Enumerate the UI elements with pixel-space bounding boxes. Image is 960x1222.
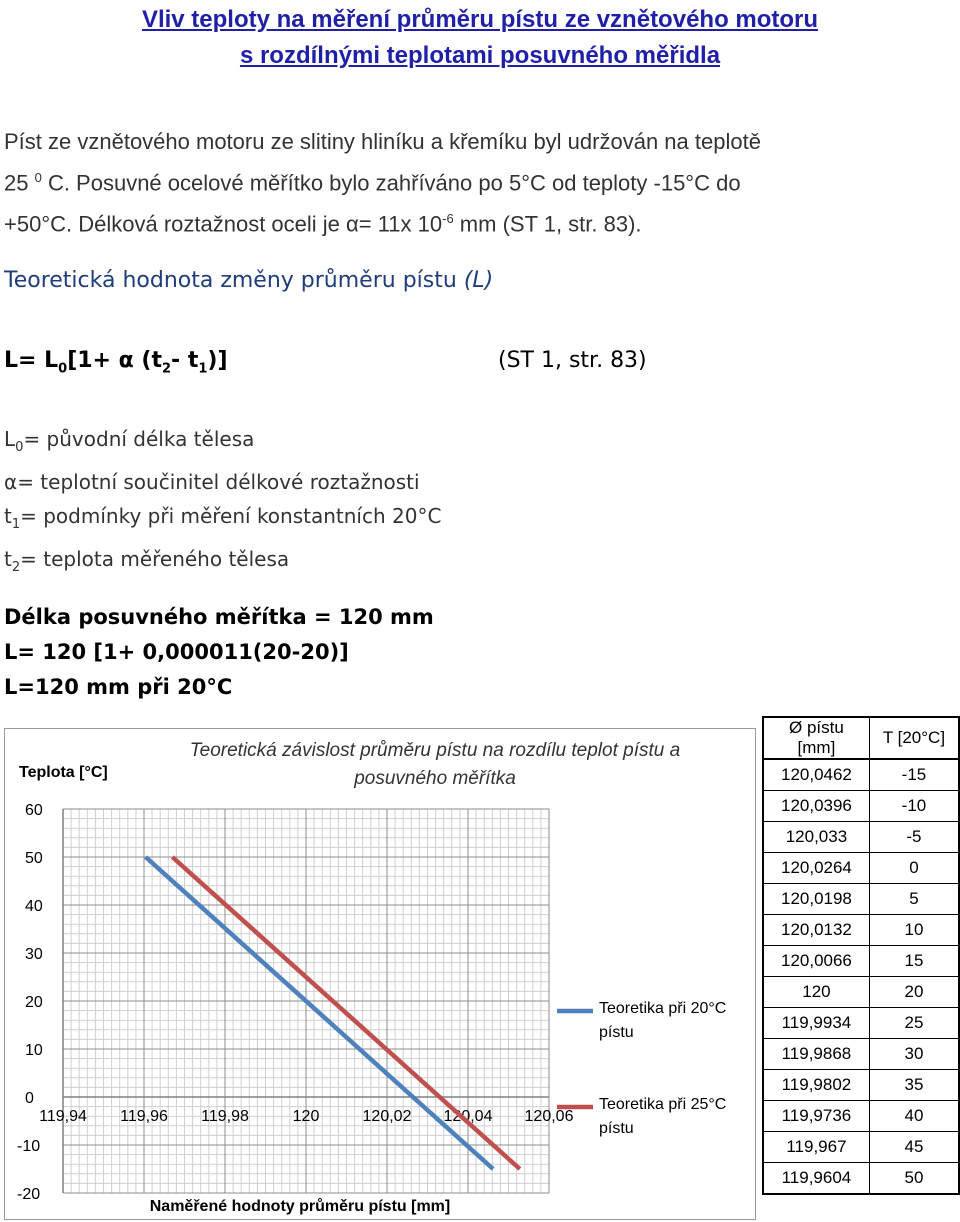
y-tick-label: 50 bbox=[25, 850, 43, 867]
chart-container bbox=[4, 728, 756, 1220]
chart-title-line2: posuvného měřítka bbox=[354, 768, 516, 789]
chart-title-line1: Teoretická závislost průměru pístu na rozdílu teplot pístu a bbox=[189, 740, 681, 761]
x-tick-label: 119,94 bbox=[39, 1108, 87, 1125]
x-tick-label: 120,04 bbox=[443, 1108, 493, 1125]
y-tick-label: -20 bbox=[17, 1186, 41, 1203]
table-row bbox=[763, 791, 959, 822]
definition-symbol: t bbox=[4, 504, 12, 528]
x-tick-label: 119,96 bbox=[120, 1108, 168, 1125]
formula-part-c: - t bbox=[171, 348, 199, 373]
x-tick-label: 120,06 bbox=[524, 1108, 574, 1125]
definitions-list bbox=[4, 422, 441, 585]
calculation bbox=[4, 600, 434, 705]
y-tick-label: 30 bbox=[25, 946, 43, 963]
table-cell-diameter: 120,0462 bbox=[763, 759, 869, 791]
formula-reference: (ST 1, str. 83) bbox=[498, 348, 647, 373]
formula-sub0: 0 bbox=[58, 361, 68, 377]
table-cell-diameter: 120,0396 bbox=[763, 791, 869, 822]
definition-text: = teplota měřeného tělesa bbox=[20, 547, 290, 571]
y-tick-label: 10 bbox=[25, 1042, 43, 1059]
intro-paragraph bbox=[4, 124, 934, 243]
table-cell-diameter: 119,9868 bbox=[763, 1039, 869, 1070]
y-tick-label: 60 bbox=[25, 802, 43, 819]
table-cell-temperature: 0 bbox=[869, 853, 959, 884]
definition-item bbox=[4, 465, 441, 499]
formula-part-b: [1+ α (t bbox=[67, 348, 162, 373]
section-heading-text: Teoretická hodnota změny průměru pístu bbox=[4, 268, 464, 293]
x-axis-label: Naměřené hodnoty průměru pístu [mm] bbox=[149, 1198, 451, 1215]
table-cell-temperature: 15 bbox=[869, 946, 959, 977]
table-cell-temperature: 25 bbox=[869, 1008, 959, 1039]
table-cell-temperature: 30 bbox=[869, 1039, 959, 1070]
series-line bbox=[146, 857, 493, 1169]
definition-text: = podmínky při měření konstantních 20°C bbox=[20, 504, 442, 528]
table-cell-temperature: 45 bbox=[869, 1132, 959, 1163]
table-cell-diameter: 119,9802 bbox=[763, 1070, 869, 1101]
table-row bbox=[763, 759, 959, 791]
table-cell-diameter: 120,0132 bbox=[763, 915, 869, 946]
table-header-temperature: T [20°C] bbox=[869, 717, 959, 759]
table-cell-diameter: 119,9736 bbox=[763, 1101, 869, 1132]
table-cell-diameter: 120,033 bbox=[763, 822, 869, 853]
intro-line3-b: mm (ST 1, str. 83). bbox=[453, 211, 642, 237]
y-tick-label: 0 bbox=[25, 1090, 34, 1107]
table-header-row bbox=[763, 717, 959, 759]
formula-sub1: 1 bbox=[198, 361, 208, 377]
calculation-line: Délka posuvného měřítka = 120 mm bbox=[4, 605, 434, 629]
formula bbox=[4, 348, 228, 376]
definition-subscript: 0 bbox=[15, 440, 24, 455]
definition-subscript: 1 bbox=[11, 517, 21, 532]
definition-symbol: t bbox=[4, 547, 12, 571]
table-cell-temperature: 35 bbox=[869, 1070, 959, 1101]
definition-symbol: L bbox=[4, 427, 16, 451]
legend-label-line1: Teoretika při 20°C bbox=[599, 1000, 727, 1017]
section-heading bbox=[4, 268, 493, 293]
table-row bbox=[763, 1101, 959, 1132]
table-cell-diameter: 120 bbox=[763, 977, 869, 1008]
intro-line2-b: C. Posuvné ocelové měřítko bylo zahříváno po 5°C od teploty -15°C do bbox=[41, 170, 741, 196]
y-tick-label: -10 bbox=[17, 1138, 41, 1155]
section-heading-italic: (L) bbox=[463, 268, 494, 293]
definition-item bbox=[4, 499, 441, 542]
table-row bbox=[763, 977, 959, 1008]
intro-line3 bbox=[4, 201, 934, 242]
data-table bbox=[762, 716, 960, 1195]
table-row bbox=[763, 853, 959, 884]
x-tick-label: 119,98 bbox=[201, 1108, 249, 1125]
definition-subscript: 2 bbox=[11, 560, 21, 575]
definition-item bbox=[4, 542, 441, 585]
page-title-line2: s rozdílnými teplotami posuvného měřidla bbox=[239, 42, 721, 69]
intro-line2-a: 25 bbox=[4, 170, 35, 196]
x-tick-label: 120,02 bbox=[362, 1108, 412, 1125]
table-row bbox=[763, 1132, 959, 1163]
table-header-diameter bbox=[763, 717, 869, 759]
intro-line3-sup: -6 bbox=[442, 211, 454, 227]
table-cell-temperature: 40 bbox=[869, 1101, 959, 1132]
table-cell-diameter: 119,9604 bbox=[763, 1163, 869, 1195]
intro-line2-sup: 0 bbox=[34, 170, 42, 185]
definition-item bbox=[4, 422, 441, 465]
table-row bbox=[763, 1070, 959, 1101]
x-tick-label: 120 bbox=[292, 1108, 320, 1125]
formula-part-a: L= L bbox=[4, 348, 59, 373]
table-cell-diameter: 120,0198 bbox=[763, 884, 869, 915]
definition-text: = teplotní součinitel délkové roztažnosti bbox=[17, 470, 420, 494]
table-cell-temperature: -5 bbox=[869, 822, 959, 853]
table-row bbox=[763, 1008, 959, 1039]
table-header-diameter-line1: Ø pístu bbox=[789, 718, 844, 737]
chart-svg bbox=[5, 729, 755, 1219]
table-cell-temperature: -10 bbox=[869, 791, 959, 822]
intro-line1: Píst ze vznětového motoru ze slitiny hliníku a křemíku byl udržován na teplotě bbox=[4, 129, 761, 154]
legend-label-line2: pístu bbox=[599, 1024, 634, 1041]
formula-sub2: 2 bbox=[162, 361, 172, 377]
intro-line3-a: +50°C. Délková roztažnost oceli je α= 11x 10 bbox=[4, 211, 443, 237]
table-cell-diameter: 120,0066 bbox=[763, 946, 869, 977]
y-tick-label: 40 bbox=[25, 898, 43, 915]
definition-text: = původní délka tělesa bbox=[23, 427, 255, 451]
legend-label-line1: Teoretika při 25°C bbox=[599, 1096, 727, 1113]
table-row bbox=[763, 915, 959, 946]
table-cell-diameter: 120,0264 bbox=[763, 853, 869, 884]
table-cell-temperature: -15 bbox=[869, 759, 959, 791]
table-cell-diameter: 119,9934 bbox=[763, 1008, 869, 1039]
y-axis-label: Teplota [°C] bbox=[19, 764, 108, 781]
intro-line2 bbox=[4, 160, 934, 201]
table-cell-temperature: 20 bbox=[869, 977, 959, 1008]
table-row bbox=[763, 946, 959, 977]
calculation-line: L= 120 [1+ 0,000011(20-20)] bbox=[4, 640, 349, 664]
table-header-diameter-line2: [mm] bbox=[797, 738, 836, 757]
table-cell-temperature: 10 bbox=[869, 915, 959, 946]
page-title-line1: Vliv teploty na měření průměru pístu ze vznětového motoru bbox=[141, 6, 819, 33]
table-cell-temperature: 5 bbox=[869, 884, 959, 915]
legend-label-line2: pístu bbox=[599, 1120, 634, 1137]
table-row bbox=[763, 822, 959, 853]
calculation-line: L=120 mm při 20°C bbox=[4, 675, 233, 699]
table-cell-diameter: 119,967 bbox=[763, 1132, 869, 1163]
table-row bbox=[763, 884, 959, 915]
y-tick-label: 20 bbox=[25, 994, 43, 1011]
formula-part-d: )] bbox=[207, 348, 228, 373]
definition-symbol: α bbox=[4, 470, 18, 494]
table-row bbox=[763, 1039, 959, 1070]
table-row bbox=[763, 1163, 959, 1195]
table-cell-temperature: 50 bbox=[869, 1163, 959, 1195]
